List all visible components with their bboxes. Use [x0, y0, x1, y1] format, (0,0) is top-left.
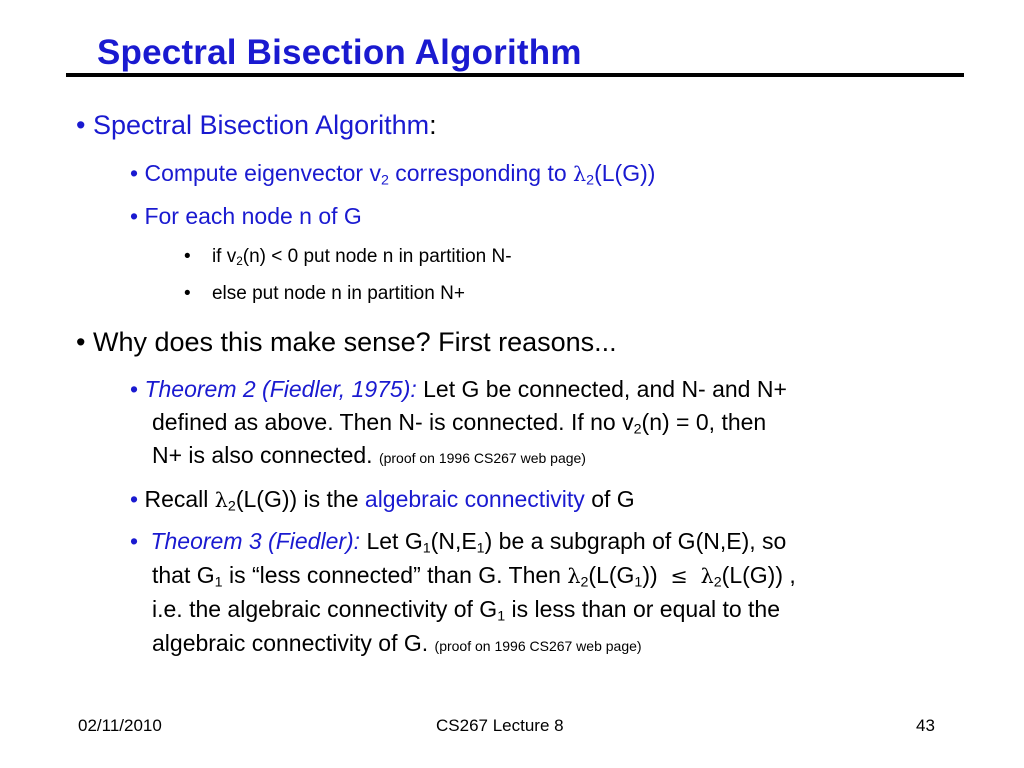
text-segment: if v	[211, 246, 237, 267]
bullet-else	[184, 283, 465, 305]
subscript: 2	[633, 421, 642, 438]
subscript: 1	[476, 540, 485, 557]
bullet-marker: •	[76, 110, 86, 140]
lambda-symbol: λ	[214, 488, 228, 512]
theorem-3-line-4	[152, 630, 642, 657]
title-underline	[66, 73, 964, 77]
spacer	[688, 562, 701, 588]
text-segment: Let G be connected, and N- and N+	[416, 376, 787, 402]
bullet-marker: •	[184, 246, 191, 267]
bullet-marker: •	[76, 327, 86, 357]
subscript: 2	[580, 574, 589, 591]
bullet-marker: •	[130, 203, 139, 229]
theorem-2-line-3	[152, 442, 586, 469]
bullet-marker: •	[130, 486, 139, 512]
subscript: 2	[713, 574, 722, 591]
theorem-label: Theorem 2 (Fiedler, 1975):	[144, 376, 417, 402]
bullet-marker: •	[130, 528, 139, 554]
subscript: 1	[214, 574, 223, 591]
bullet-recall	[130, 486, 635, 513]
text-segment: algebraic connectivity of G.	[152, 630, 435, 656]
text-segment: corresponding to	[388, 160, 574, 186]
theorem-2-line-2	[152, 409, 766, 436]
text-segment: (n) = 0, then	[641, 409, 767, 435]
text-segment: (N,E	[430, 528, 477, 554]
text-segment: (L(G))	[594, 160, 656, 186]
text-segment: Let G	[360, 528, 423, 554]
bullet-text: Why does this make sense? First reasons...	[92, 327, 617, 357]
text-segment: (L(G)) is the	[235, 486, 365, 512]
bullet-marker: •	[130, 376, 139, 402]
text-segment: ) be a subgraph of G(N,E), so	[484, 528, 787, 554]
bullet-text: For each node n of G	[144, 203, 362, 229]
less-equal-symbol: ≤	[670, 564, 688, 588]
subscript: 1	[422, 540, 431, 557]
bullet-why-sense	[76, 327, 617, 358]
footer-course: CS267 Lecture 8	[436, 716, 564, 735]
text-segment: i.e. the algebraic connectivity of G	[152, 596, 498, 622]
lambda-symbol: λ	[567, 564, 581, 588]
text-segment: (L(G)) ,	[721, 562, 796, 588]
bullet-marker: •	[130, 160, 139, 186]
text-segment: defined as above. Then N- is connected. If no v	[152, 409, 634, 435]
highlighted-term: algebraic connectivity	[364, 486, 585, 512]
footer-date: 02/11/2010	[78, 716, 162, 735]
lambda-symbol: λ	[573, 162, 587, 186]
bullet-text: else put node n in partition N+	[211, 283, 465, 304]
bullet-text: Spectral Bisection Algorithm	[92, 110, 430, 140]
proof-note: (proof on 1996 CS267 web page)	[378, 450, 586, 466]
text-segment: N+ is also connected.	[152, 442, 379, 468]
text-segment: (L(G	[588, 562, 635, 588]
footer-page-number: 43	[916, 716, 935, 735]
text-segment: Compute eigenvector v	[144, 160, 381, 186]
subscript: 2	[236, 254, 243, 268]
text-segment: of G	[584, 486, 635, 512]
text-segment: (n) < 0 put node n in partition N-	[242, 246, 512, 267]
theorem-3-line-2	[152, 562, 796, 589]
theorem-3-line-3	[152, 596, 780, 623]
bullet-spectral-bisection	[76, 110, 437, 141]
subscript: 1	[634, 574, 643, 591]
theorem-3-line-1	[130, 528, 786, 555]
subscript: 2	[227, 498, 236, 515]
bullet-colon: :	[429, 110, 437, 140]
bullet-for-each-node	[130, 203, 362, 230]
slide-title: Spectral Bisection Algorithm	[97, 33, 582, 72]
lambda-symbol: λ	[700, 564, 714, 588]
subscript: 2	[586, 172, 595, 189]
theorem-2-line-1	[130, 376, 787, 403]
proof-note: (proof on 1996 CS267 web page)	[434, 638, 642, 654]
text-segment: Recall	[144, 486, 215, 512]
theorem-label: Theorem 3 (Fiedler):	[150, 528, 361, 554]
text-segment: is less than or equal to the	[505, 596, 781, 622]
subscript: 1	[497, 608, 506, 625]
bullet-if-negative	[184, 246, 512, 268]
text-segment: ))	[642, 562, 671, 588]
bullet-marker: •	[184, 283, 191, 304]
subscript: 2	[380, 172, 389, 189]
text-segment: that G	[152, 562, 215, 588]
text-segment: is “less connected” than G. Then	[222, 562, 568, 588]
bullet-compute-eigenvector	[130, 160, 655, 187]
